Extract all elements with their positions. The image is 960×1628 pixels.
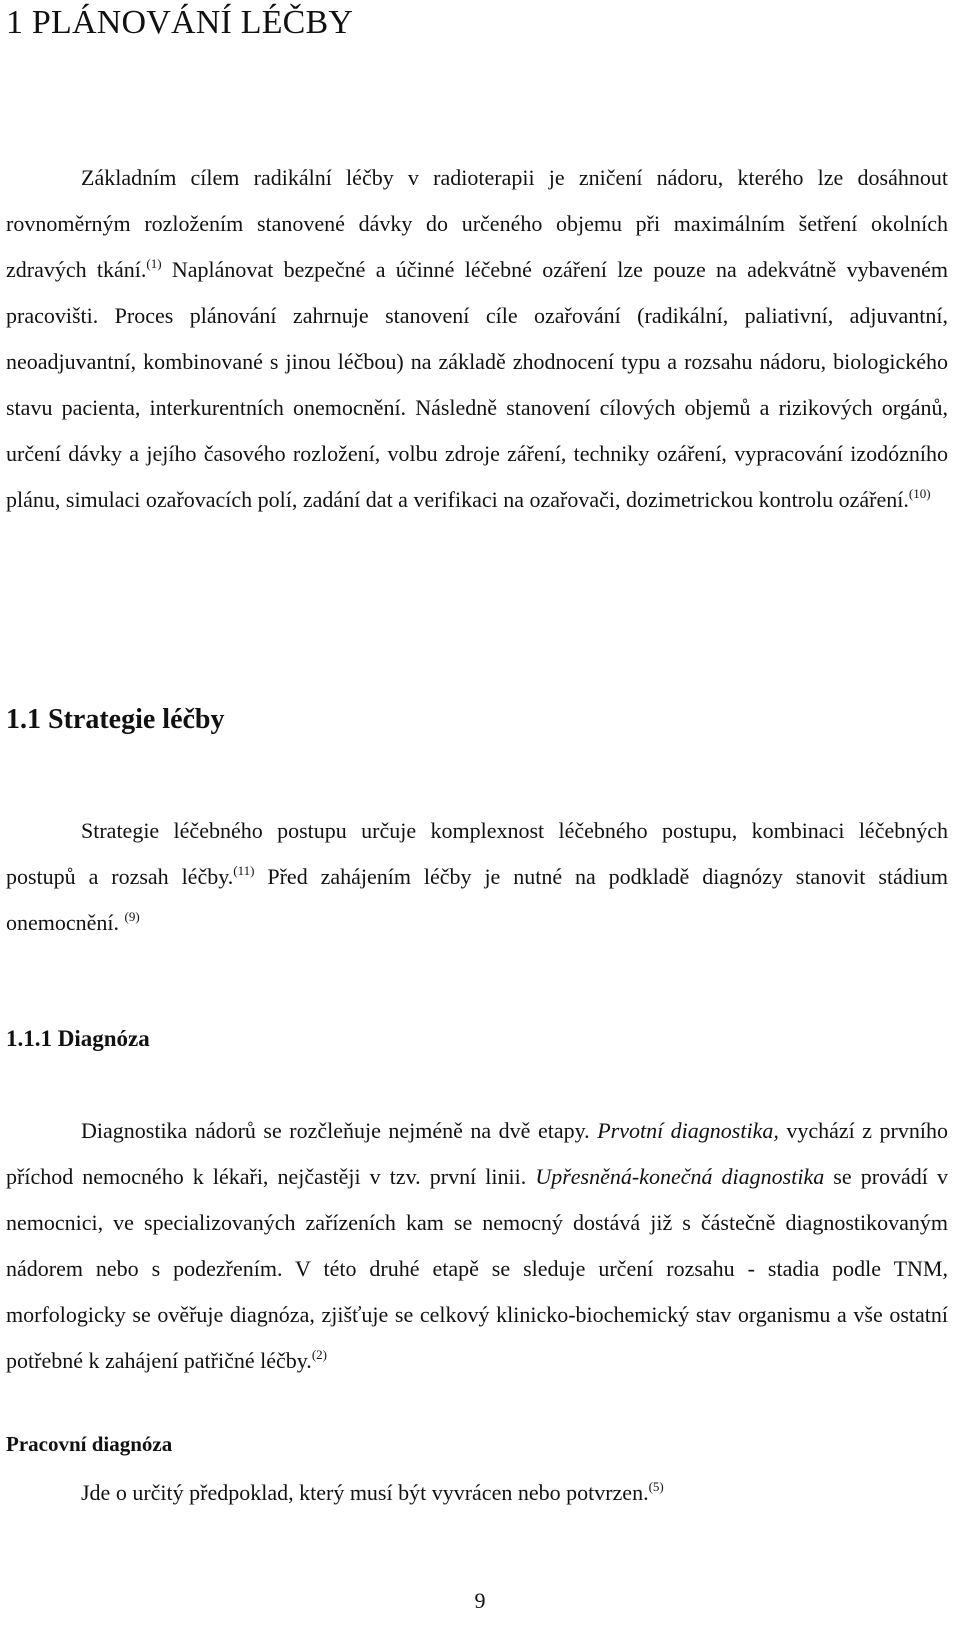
intro-text-2: Naplánovat bezpečné a účinné léčebné ozáření lze pouze na adekvátně vybaveném pracovišti. Proces plánování zahrnuje stanovení cíle ozařování (radikální, paliativní, adjuvantní, neoadjuvantní, kombinované s jinou léčbou) na základě zhodnocení typu a rozsahu nádoru, biologického stavu pacienta, interkurentních onemocnění. Následně stanovení cílových objemů a rizikových orgánů, určení dávky a jejího časového rozložení, volbu zdroje záření, techniky ozáření, vypracování izodózního plánu, simulaci ozařovacích polí, zadání dat a verifikaci na ozařovači, dozimetrickou kontrolu ozáření. bbox=[6, 257, 948, 512]
section-heading-strategy: 1.1 Strategie léčby bbox=[6, 704, 225, 735]
diagnosis-term-initial: Prvotní diagnostika, bbox=[597, 1118, 779, 1143]
working-diagnosis-text: Jde o určitý předpoklad, který musí být vyvrácen nebo potvrzen. bbox=[81, 1480, 649, 1505]
diagnosis-text-2: vychází z prvního příchod nemocného k lékaři, nejčastěji v tzv. první linii. bbox=[6, 1118, 949, 1189]
diagnosis-term-final: Upřesněná-konečná diagnostika bbox=[535, 1164, 825, 1189]
intro-paragraph bbox=[6, 155, 948, 523]
strategy-text-1: Strategie léčebného postupu určuje komplexnost léčebného postupu, kombinaci léčebných postupů a rozsah léčby. bbox=[6, 818, 948, 889]
intro-text-1: Základním cílem radikální léčby v radioterapii je zničení nádoru, kterého lze dosáhnout rovnoměrným rozložením stanovené dávky do určeného objemu při maximálním šetření okolních zdravých tkání. bbox=[6, 165, 948, 282]
strategy-text-2: Před zahájením léčby je nutné na podkladě diagnózy stanovit stádium onemocnění. bbox=[6, 864, 948, 935]
subsection-heading-diagnosis: 1.1.1 Diagnóza bbox=[6, 1026, 150, 1051]
citation-ref: (10) bbox=[908, 486, 931, 501]
strategy-paragraph bbox=[6, 808, 948, 946]
citation-ref: (5) bbox=[648, 1479, 664, 1494]
citation-ref: (11) bbox=[233, 863, 255, 878]
heading-working-diagnosis: Pracovní diagnóza bbox=[6, 1432, 173, 1456]
citation-ref: (2) bbox=[311, 1347, 327, 1362]
citation-ref: (9) bbox=[124, 909, 140, 924]
citation-ref: (1) bbox=[146, 256, 162, 271]
diagnosis-text-1: Diagnostika nádorů se rozčleňuje nejméně na dvě etapy. bbox=[81, 1118, 598, 1143]
working-diagnosis-paragraph bbox=[6, 1470, 948, 1516]
page-number: 9 bbox=[474, 1588, 486, 1613]
chapter-title: 1 PLÁNOVÁNÍ LÉČBY bbox=[6, 4, 354, 41]
diagnosis-text-3: se provádí v nemocnici, ve specializovaných zařízeních kam se nemocný dostává již s částečně diagnostikovaným nádorem nebo s podezřením. V této druhé etapě se sleduje určení rozsahu - stadia podle TNM, morfologicky se ověřuje diagnóza, zjišťuje se celkový klinicko-biochemický stav organismu a vše ostatní potřebné k zahájení patřičné léčby. bbox=[6, 1164, 948, 1373]
diagnosis-paragraph bbox=[6, 1108, 948, 1384]
